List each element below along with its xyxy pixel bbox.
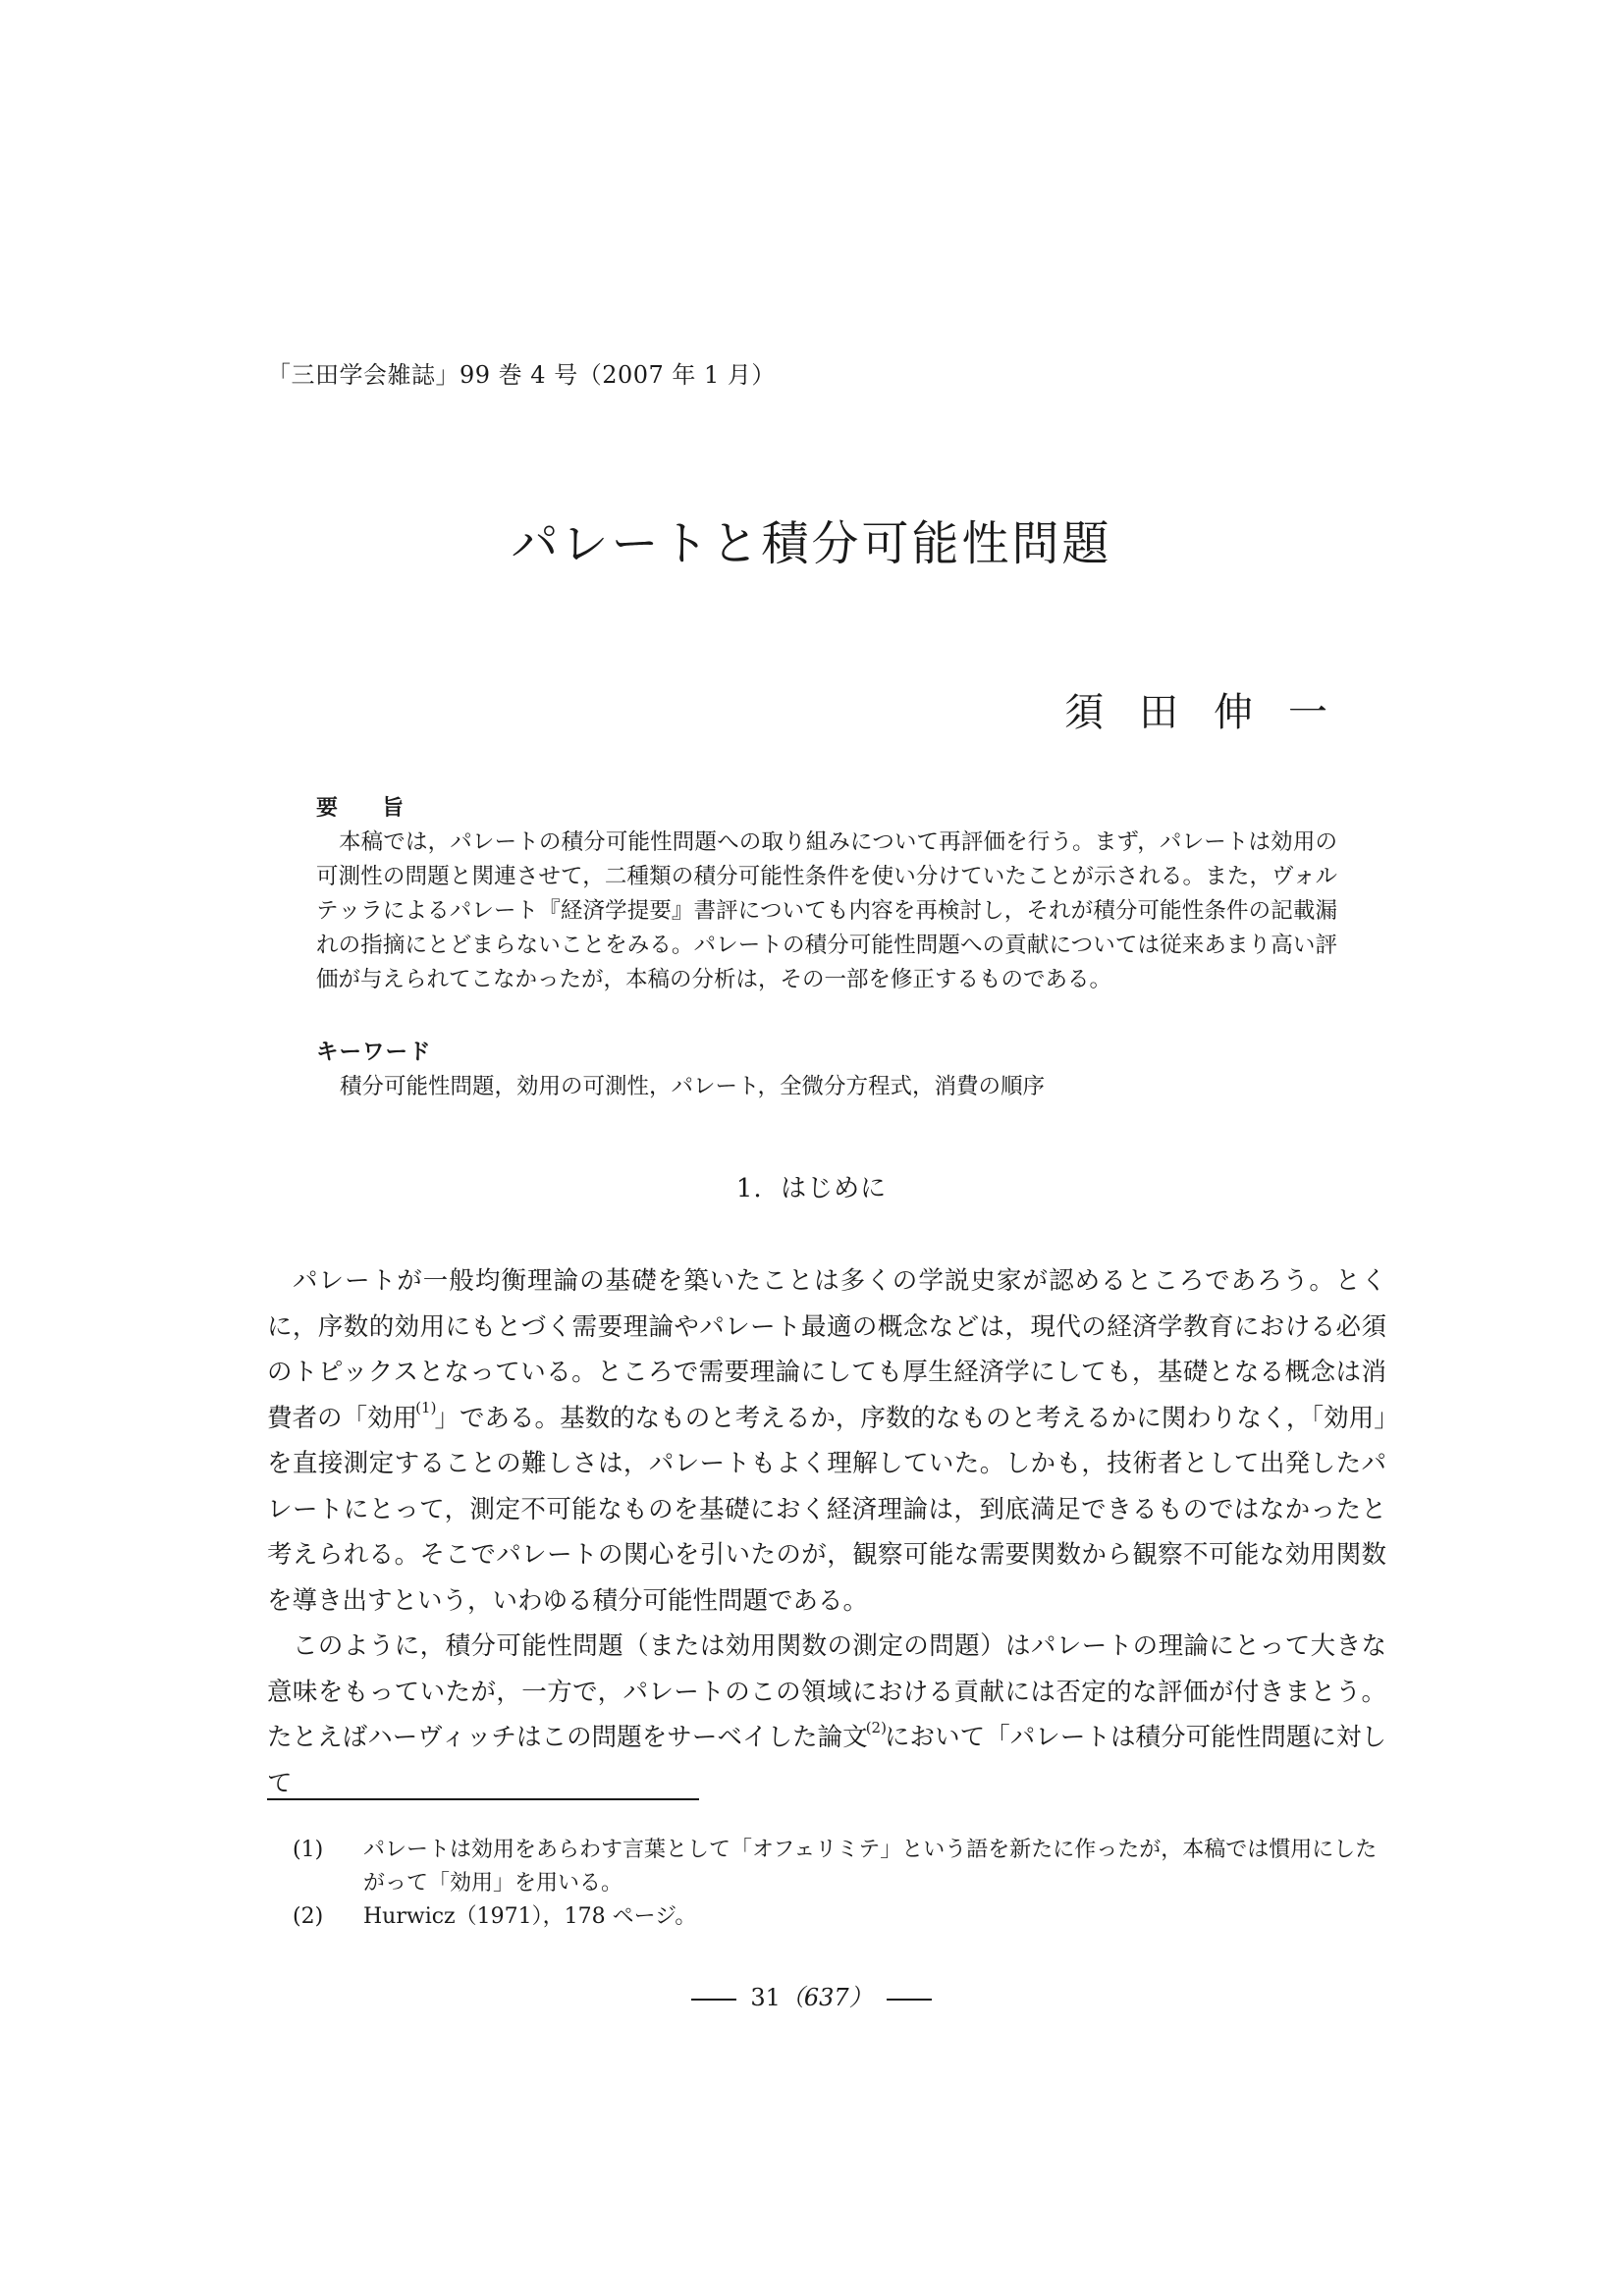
body-paragraph (267, 1624, 1386, 1806)
footnote-2-marker[interactable]: (2) (865, 1718, 887, 1736)
page-number-footer (0, 1978, 1623, 2012)
footnote-1-marker[interactable]: (1) (415, 1399, 437, 1416)
abstract-text: 本稿では，パレートの積分可能性問題への取り組みについて再評価を行う。まず，パレートは効用の可測性の問題と関連させて，二種類の積分可能性条件を使い分けていたことが示される。また，ヴォルテッラによるパレート『経済学提要』書評についても内容を再検討し，それが積分可能性条件の記載漏れの指摘にとどまらないことをみる。パレートの積分可能性問題への貢献については従来あまり高い評価が与えられてこなかったが，本稿の分析は，その一部を修正するものである。 (316, 829, 1337, 992)
footnote-item (293, 1834, 1384, 1900)
footnote-text: パレートは効用をあらわす言葉として「オフェリミテ」という語を新たに作ったが，本稿では慣用にしたがって「効用」を用いる。 (363, 1838, 1378, 1896)
footnote-item (293, 1900, 1384, 1934)
footnotes-section (293, 1834, 1384, 1934)
section-number: 1. (735, 1174, 763, 1203)
section-heading (0, 1168, 1623, 1204)
paper-title: パレートと積分可能性問題 (511, 516, 1112, 571)
page-number-dash-right (887, 1999, 932, 2001)
body-paragraph (267, 1258, 1386, 1624)
body-text (267, 1258, 1386, 1806)
abstract-heading: 要旨 (316, 795, 449, 821)
journal-header: 「三田学会雑誌」99 巻 4 号（2007 年 1 月） (267, 361, 776, 389)
body-paragraph-2-part-b: において「パレートは積分可能性問題に対して (267, 1723, 1386, 1798)
keywords-heading: キーワード (316, 1040, 432, 1065)
section-title: はじめに (781, 1174, 888, 1203)
page-number-dash-left (691, 1999, 736, 2001)
body-paragraph-1-part-b: 」である。基数的なものと考えるか，序数的なものと考えるかに関わりなく，「効用」を直接測定することの難しさは，パレートもよく理解していた。しかも，技術者として出発したパレートにとって，測定不可能なものを基礎におく経済理論は，到底満足できるものではなかったと考えられる。そこでパレートの関心を引いたのが，観察可能な需要関数から観察不可能な効用関数を導き出すという，いわゆる積分可能性問題である。 (267, 1403, 1386, 1616)
footnote-divider (267, 1798, 699, 1800)
keywords-section (316, 1036, 1337, 1104)
body-paragraph-1-part-a: パレートが一般均衡理論の基礎を築いたことは多くの学説史家が認めるところであろう。とくに，序数的効用にもとづく需要理論やパレート最適の概念などは，現代の経済学教育における必須のトピックスとなっている。ところで需要理論にしても厚生経済学にしても，基礎となる概念は消費者の「効用 (267, 1266, 1386, 1433)
author-name: 須田伸一 (1064, 690, 1363, 735)
body-paragraph-2-part-a: このように，積分可能性問題（または効用関数の測定の問題）はパレートの理論にとって大きな意味をもっていたが，一方で，パレートのこの領域における貢献には否定的な評価が付きまとう。たとえばハーヴィッチはこの問題をサーベイした論文 (267, 1631, 1386, 1752)
footnote-text: Hurwicz（1971），178 ページ。 (363, 1904, 697, 1929)
volume-page-number: （637） (780, 1984, 873, 2011)
keywords-text: 積分可能性問題，効用の可測性，パレート，全微分方程式，消費の順序 (340, 1074, 1045, 1099)
footnote-number: (1) (293, 1838, 324, 1862)
page-number: 31 (750, 1984, 781, 2011)
footnote-number: (2) (293, 1904, 324, 1929)
abstract-section (316, 791, 1337, 997)
